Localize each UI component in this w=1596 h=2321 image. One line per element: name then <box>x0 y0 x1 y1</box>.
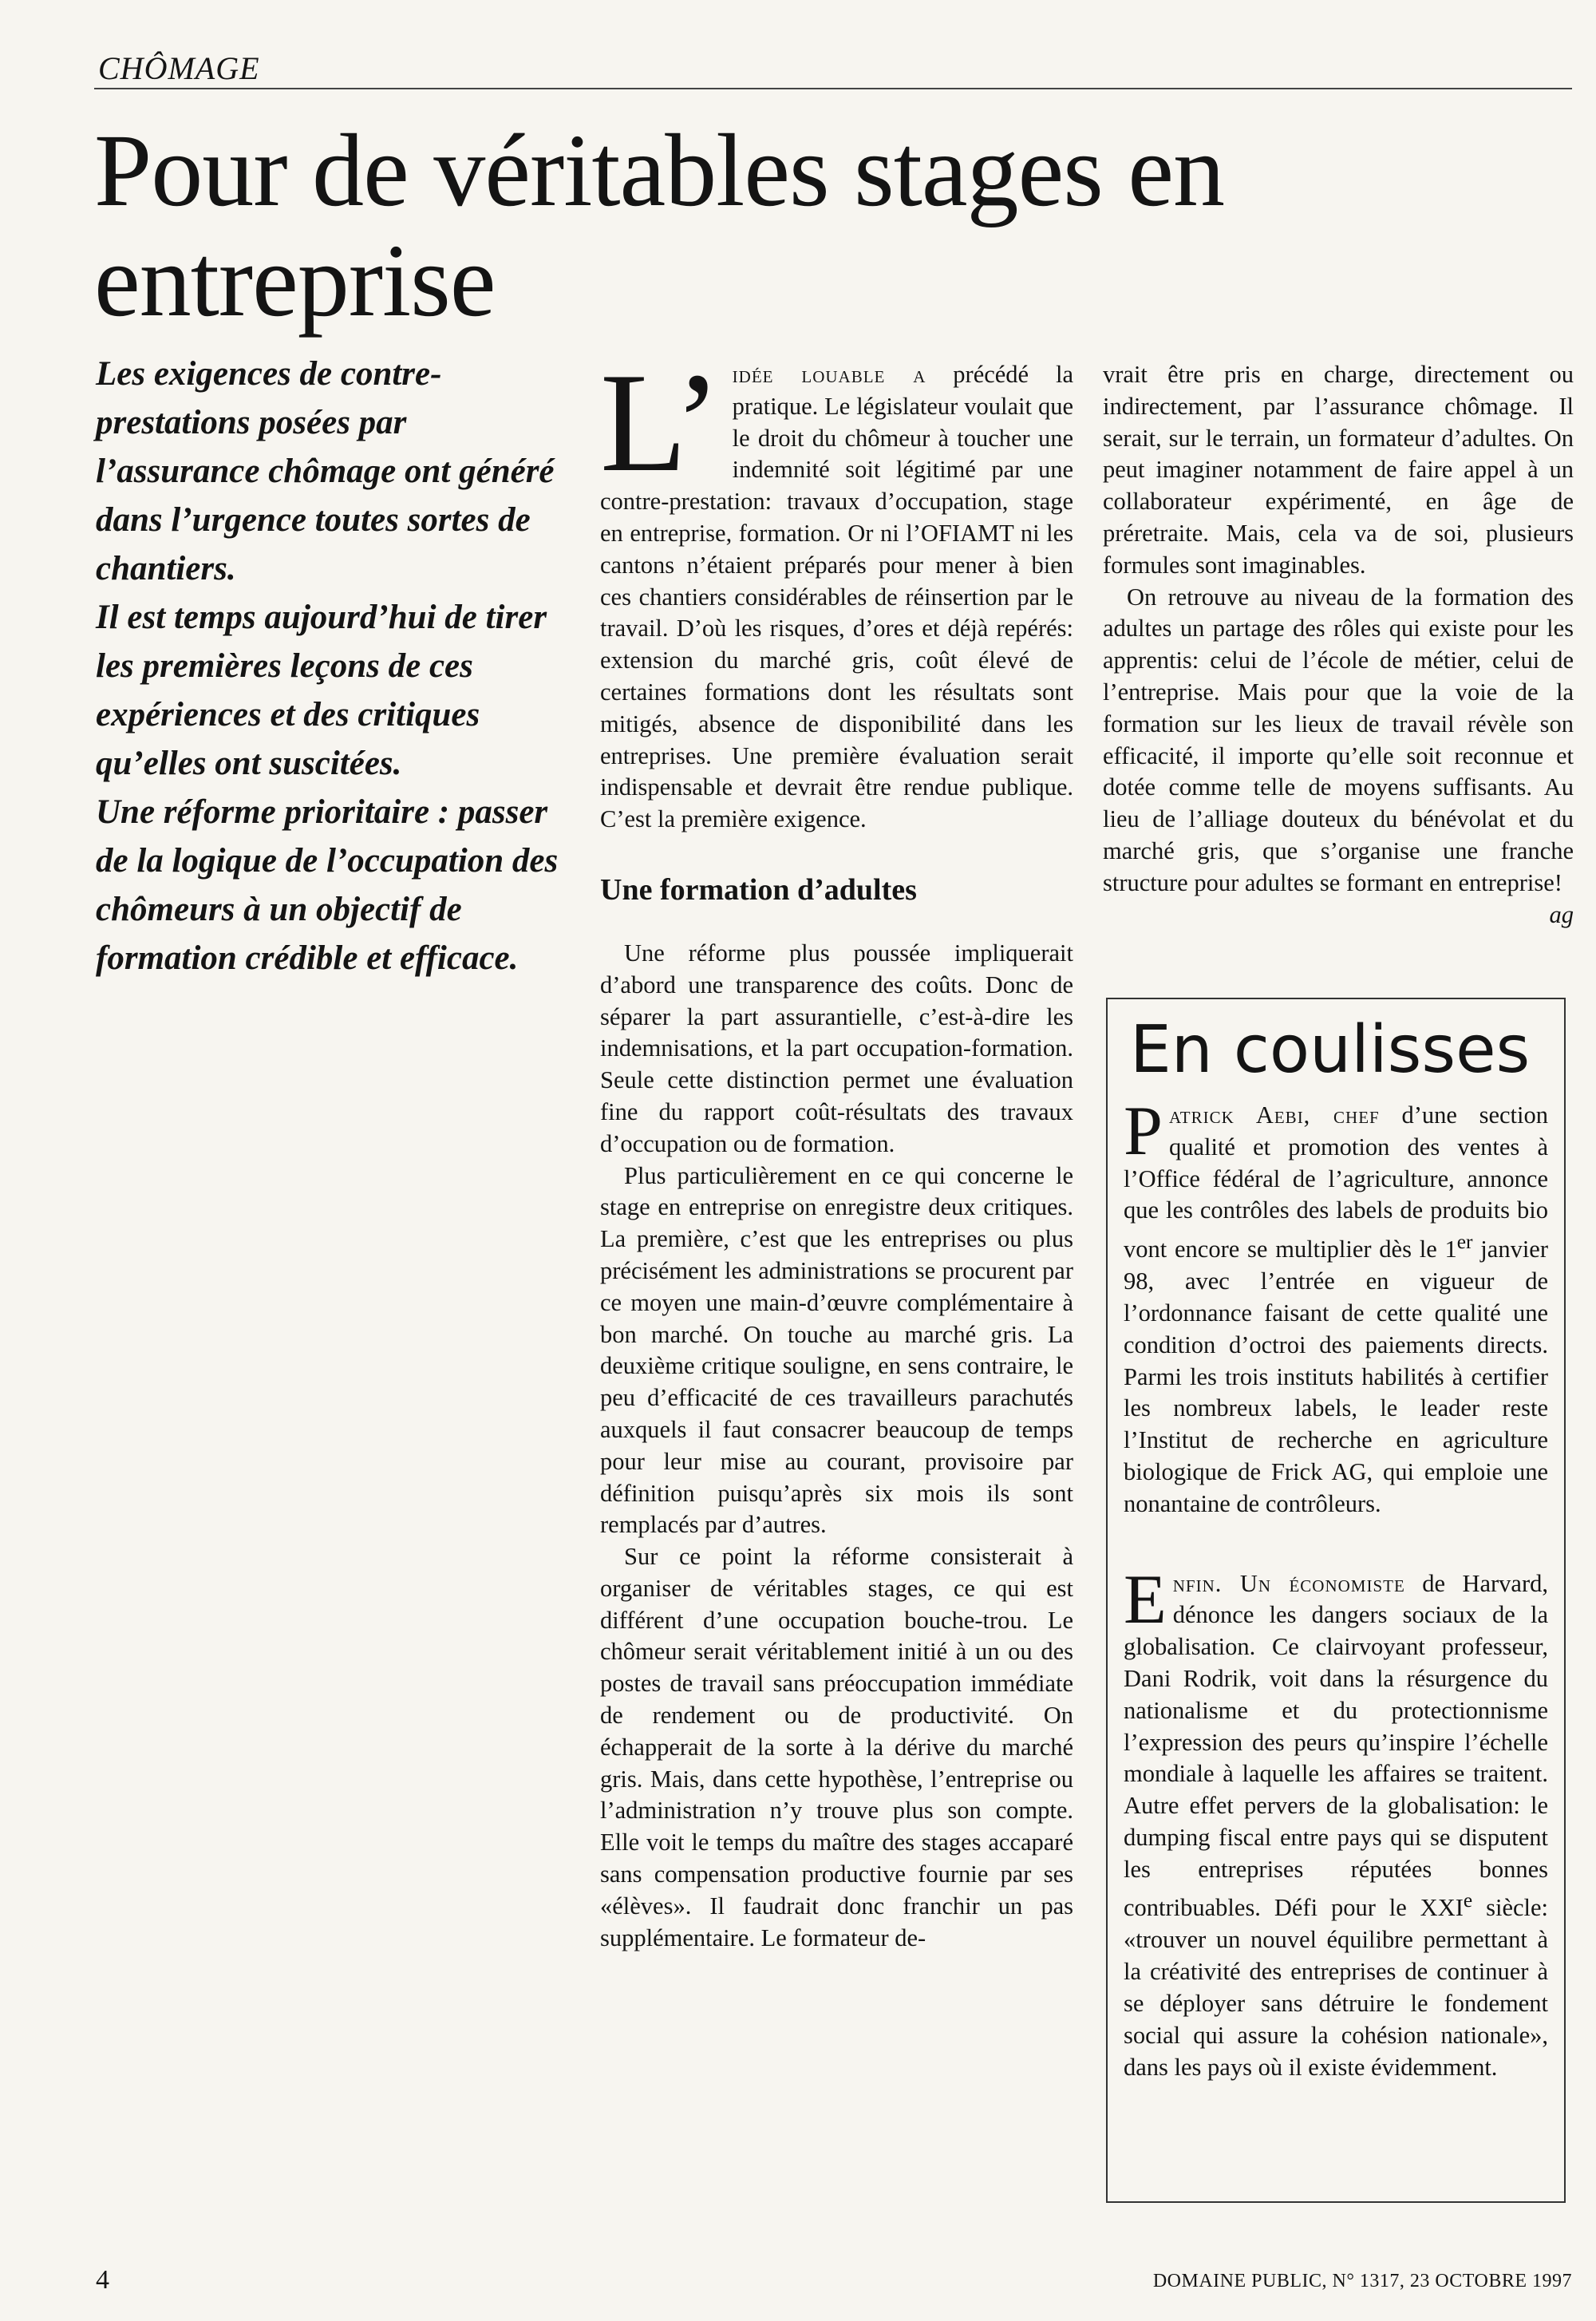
article-para-2: Une réforme plus poussée impliquerait d’abord une transparence des coûts. Donc de séparer la part assurantielle, c’est-à-dire les indemnisations, et la part occupation-formation. Seule cette distinction permet une évaluation fine du rapport coût-résultats des travaux d’occupation ou de formation. <box>600 939 1073 1157</box>
section-label: CHÔMAGE <box>98 50 260 86</box>
coulisses-item-2 <box>1124 1560 1548 2084</box>
page-number: 4 <box>96 2265 109 2295</box>
item-2-end: siècle: «trouver un nouvel équilibre permettant à la créativité des entreprises de continuer à se déployer sans détruire le fondement social qui assure la cohésion nationale», dans les pays où il existe évidemment. <box>1124 1894 1548 2081</box>
coulisses-title: En coulisses <box>1130 1012 1531 1088</box>
chapeau-para-1: Les exigences de contre-prestations posées par l’assurance chômage ont généré dans l’urgence toutes sortes de chantiers. <box>96 355 555 587</box>
article-column-right <box>1103 359 1574 931</box>
item-1-text: d’une section qualité et promotion des ventes à l’Office fédéral de l’agriculture, annonce que les contrôles des labels de produits bio vont encore se multiplier dès le 1 <box>1124 1101 1548 1263</box>
item-1-smallcaps: atrick Aebi, chef <box>1168 1101 1380 1129</box>
coulisses-box <box>1106 998 1566 2203</box>
chapeau-para-2: Il est temps aujourd’hui de tirer les premières leçons de ces expériences et des critiques qu’elles ont suscitées. <box>96 599 547 782</box>
item-2-text: de Harvard, dénonce les dangers sociaux de la globalisation. Ce clairvoyant professeur, Dani Rodrik, voit dans la résurgence du nationalisme et du protectionnisme l’expression des peurs qu’inspire l’échelle mondiale à laquelle les affaires se traitent. Autre effet pervers de la globalisation: le dumping fiscal entre pays qui se disputent les entreprises réputées bonnes contribuables. Défi pour le XXI <box>1124 1569 1548 1922</box>
article-para-6-text: On retrouve au niveau de la formation des adultes un partage des rôles qui existe pour les apprentis: celui de l’école de métier, celui de l’entreprise. Mais pour que la voie de la formation sur les lieux de travail révèle son efficacité, il importe qu’elle soit reconnue et dotée comme telle de moyens suffisants. Au lieu de l’alliage douteux du bénévolat et du marché gris, que s’organise une franche structure pour adultes se formant en entreprise! <box>1103 583 1574 896</box>
article-column-middle <box>600 343 1073 1954</box>
drop-cap: E <box>1124 1560 1167 1639</box>
publication-info: DOMAINE PUBLIC, N° 1317, 23 OCTOBRE 1997 <box>1152 2271 1572 2291</box>
article-para-5: vrait être pris en charge, directement ou indirectement, par l’assurance chômage. Il serait, sur le terrain, un formateur d’adultes. On peut imaginer notamment de faire appel à un collaborateur expérimenté, en âge de préretraite. Mais, cela va de soi, plusieurs formules sont imaginables. <box>1103 361 1574 579</box>
article-para-3: Plus particulièrement en ce qui concerne le stage en entreprise on enregistre deux critiques. La première, c’est que les entreprises ou plus précisément les administrations se procurent par ce moyen une main-d’œuvre complémentaire à bon marché. On touche au marché gris. La deuxième critique souligne, en sens contraire, le peu d’efficacité de ces travailleurs parachutés auxquels il faut consacrer beaucoup de temps pour leur mise au courant, provisoire par définition puisqu’après six mois ils sont remplacés par d’autres. <box>600 1161 1073 1539</box>
item-2-sup: e <box>1463 1889 1473 1912</box>
lead-smallcaps: idée louable a <box>732 361 926 388</box>
lead-text: précédé la pratique. Le législateur voulait que le droit du chômeur à toucher une indemnité soit légitimé par une contre-prestation: travaux d’occupation, stage en entreprise, formation. Or ni l’OFIAMT ni les cantons n’étaient préparés pour mener à bien ces chantiers considérables de réinsertion par le travail. D’où les risques, d’ores et déjà repérés: extension du marché gris, coût élevé de certaines formations dont les résultats sont mitigés, absence de disponibilité dans les entreprises. Une première évaluation serait indispensable et devrait être rendue publique. C’est la première exigence. <box>600 361 1073 833</box>
coulisses-item-1 <box>1124 1093 1548 1520</box>
subheading: Une formation d’adultes <box>600 872 917 907</box>
drop-cap: P <box>1124 1093 1163 1170</box>
coulisses-text <box>1124 1093 1548 2083</box>
chapeau-para-3: Une réforme prioritaire : passer de la logique de l’occupation des chômeurs à un objectif de formation crédible et efficace. <box>96 793 559 977</box>
item-1-end: janvier 98, avec l’entrée en vigueur de l’ordonnance faisant de cette qualité une condition d’octroi des paiements directs. Parmi les trois instituts habilités à certifier les nombreux labels, le leader reste l’Institut de recherche en agriculture biologique de Frick AG, qui emploie une nonantaine de contrôleurs. <box>1124 1236 1548 1517</box>
author-signature: ag <box>1549 900 1574 928</box>
item-2-smallcaps: nfin. Un économiste <box>1172 1569 1405 1597</box>
article-para-lead <box>600 343 1073 836</box>
item-1-sup: er <box>1456 1231 1473 1254</box>
top-rule <box>94 88 1572 89</box>
drop-cap: L’ <box>600 343 721 501</box>
headline: Pour de véritables stages en entreprise <box>94 113 1225 338</box>
chapeau <box>96 350 559 983</box>
article-para-6 <box>1103 582 1574 928</box>
article-para-4: Sur ce point la réforme consisterait à organiser de véritables stages, ce qui est différent d’une occupation bouche-trou. Le chômeur serait véritablement initié à un ou des postes de travail sans préoccupation immédiate de rendement ou de productivité. On échapperait de la sorte à la dérive du marché gris. Mais, dans cette hypothèse, l’entreprise ou l’administration n’y trouve plus son compte. Elle voit le temps du maître des stages accaparé sans compensation productive fournie par ses «élèves». Il faudrait donc franchir un pas supplémentaire. Le formateur de- <box>600 1543 1073 1951</box>
